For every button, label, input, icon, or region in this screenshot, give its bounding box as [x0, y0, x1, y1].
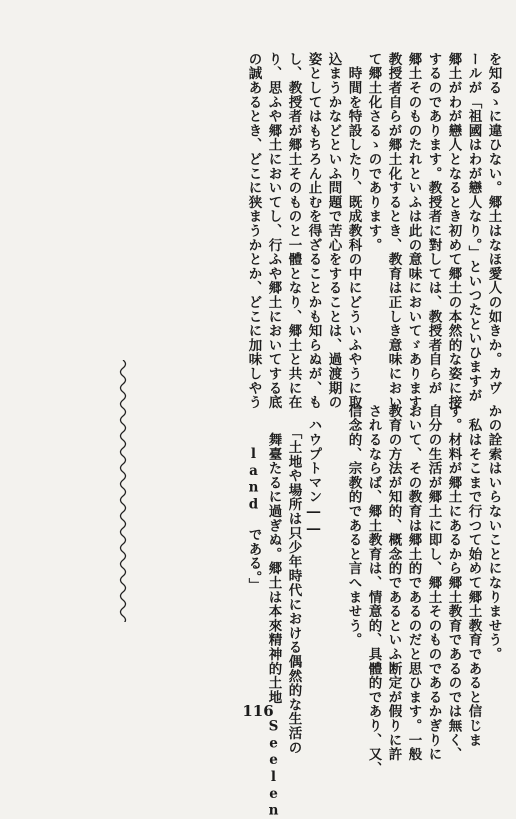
text-column: て郷土化さるゝのであります。 [365, 52, 382, 253]
text-column: 教育の方法が知的、概念的であるといふ断定が假りに許 [385, 404, 402, 762]
wavy-divider [116, 360, 130, 622]
text-column: り、思ふや郷土においてし、行ふや郷土においてする底 [265, 52, 282, 410]
text-column: 郷土そのものたれといふは此の意味においてゞあります [405, 52, 422, 410]
text-column: されるならば、郷土教育は、情意的、具體的であり、又、 [365, 404, 382, 776]
quote-column: ㅤland である。」 [245, 404, 262, 593]
quote-column: 舞臺たるに過ぎぬ。郷土は本來精神的土地 Seelen [265, 404, 282, 819]
text-column: 姿としてはもちろん止むを得ざることかも知らぬが、も [305, 52, 322, 410]
quote-column: 「土地や場所は只少年時代における偶然的な生活の [285, 404, 302, 755]
text-column: ールが「祖國はわが戀人なり。」といつたといひますが [465, 52, 482, 403]
text-column: 自分の生活が郷土に即し、郷土そのものであるかぎりに [425, 404, 442, 762]
text-column: 信念的、宗教的であると言へませう。 [345, 404, 362, 648]
text-column: 時間を特設したり、既成教科の中にどういふやうに取 [345, 52, 362, 410]
text-column: するのであります。教授者に對しては、教授者自らが [425, 52, 442, 396]
text-column: 郷土がわが戀人となるとき初めて郷土の本然的な姿に接 [445, 52, 462, 410]
text-column: の誠あるとき、どこに狭まうかとか、どこに加味しやう [245, 52, 262, 410]
text-column: 私はそこまで行つて始めて郷土教育であると信じま [465, 404, 482, 748]
text-column: す。材料が郷土にあるから郷土教育であるのでは無く、 [445, 404, 462, 762]
text-column: ハウプトマン―― [305, 404, 322, 538]
text-column: を知るゝに違ひない。郷土はなほ愛人の如きか。カヴ [485, 52, 502, 396]
text-column: かの詮索はいらないことになりませう。 [485, 404, 502, 662]
text-column: 教授者自らが郷土化するとき、教育は正しき意味におい [385, 52, 402, 410]
text-column: 込まうかなどといふ問題で苦心をすることは、過渡期の [325, 52, 342, 410]
text-column: し、教授者が郷土そのものと一體となり、郷土と共に在 [285, 52, 302, 410]
page-number: 116 [242, 702, 274, 720]
text-column: おいて、その教育は郷土的であるのだと思ひます。一般 [405, 404, 422, 762]
